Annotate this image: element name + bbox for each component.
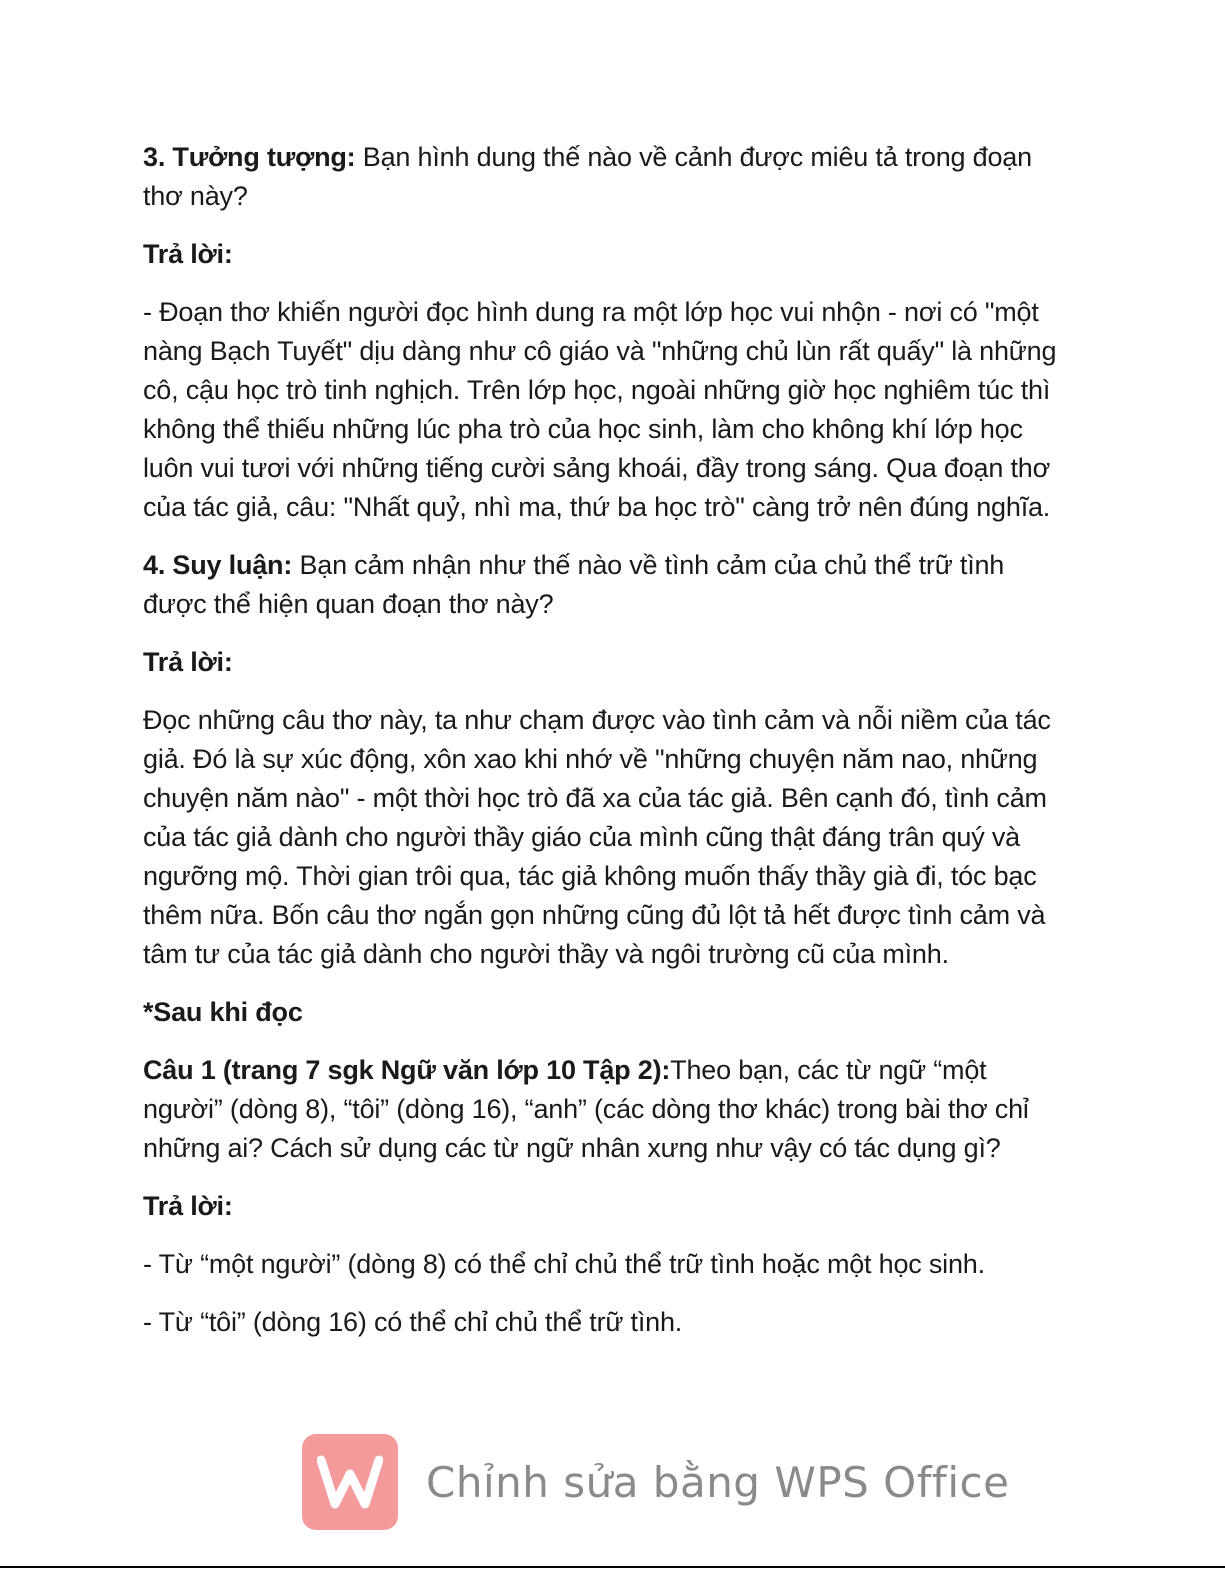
question-c1-text: Theo bạn, các từ ngữ “một người” (dòng 8), “tôi” (dòng 16), “anh” (các dòng thơ khác) trong bài thơ chỉ những ai? Cách sử dụng các từ ngữ nhân xưng như vậy có tác dụng gì? [143,1055,1029,1163]
answer-5-label: Trả lời: [143,1191,233,1221]
answer-3-text: - Đoạn thơ khiến người đọc hình dung ra một lớp học vui nhộn - nơi có "một nàng Bạch Tuyết" dịu dàng như cô giáo và "những chủ lùn rất quấy" là những cô, cậu học trò tinh nghịch. Trên lớp học, ngoài những giờ học nghiêm túc thì không thể thiếu những lúc pha trò của học sinh, làm cho không khí lớp học luôn vui tươi với những tiếng cười sảng khoái, đầy trong sáng. Qua đoạn thơ của tác giả, câu: "Nhất quỷ, nhì ma, thứ ba học trò" càng trở nên đúng nghĩa. [143,297,1057,522]
answer-4-label: Trả lời: [143,647,233,677]
bottom-divider [0,1566,1225,1568]
section-heading: *Sau khi đọc [143,997,303,1027]
answer-4-text: Đọc những câu thơ này, ta như chạm được vào tình cảm và nỗi niềm của tác giả. Đó là sự xúc động, xôn xao khi nhớ về "những chuyện năm nao, những chuyện năm nào" - một thời học trò đã xa của tác giả. Bên cạnh đó, tình cảm của tác giả dành cho người thầy giáo của mình cũng thật đáng trân quý và ngưỡng mộ. Thời gian trôi qua, tác giả không muốn thấy thầy già đi, tóc bạc thêm nữa. Bốn câu thơ ngắn gọn những cũng đủ lột tả hết được tình cảm và tâm tư của tác giả dành cho người thầy và ngôi trường cũ của mình. [143,705,1051,969]
answer-5-line-2: - Từ “tôi” (dòng 16) có thể chỉ chủ thể trữ tình. [143,1307,683,1337]
question-c1-label: Câu 1 (trang 7 sgk Ngữ văn lớp 10 Tập 2): [143,1055,671,1085]
question-4-label: 4. Suy luận: [143,550,293,580]
document-body [143,138,1073,1361]
answer-3-label: Trả lời: [143,239,233,269]
question-3 [143,138,1073,216]
question-3-text: Bạn hình dung thế nào về cảnh được miêu tả trong đoạn thơ này? [143,142,1032,211]
wps-logo-icon [302,1434,398,1530]
question-c1 [143,1051,1073,1168]
wps-footer[interactable] [302,1434,1009,1530]
question-3-label: 3. Tưởng tượng: [143,142,356,172]
question-4 [143,546,1073,624]
question-4-text: Bạn cảm nhận như thế nào về tình cảm của chủ thể trữ tình được thể hiện quan đoạn thơ này? [143,550,1005,619]
wps-footer-text: Chỉnh sửa bằng WPS Office [426,1457,1010,1507]
answer-5-line-1: - Từ “một người” (dòng 8) có thể chỉ chủ thể trữ tình hoặc một học sinh. [143,1249,985,1279]
